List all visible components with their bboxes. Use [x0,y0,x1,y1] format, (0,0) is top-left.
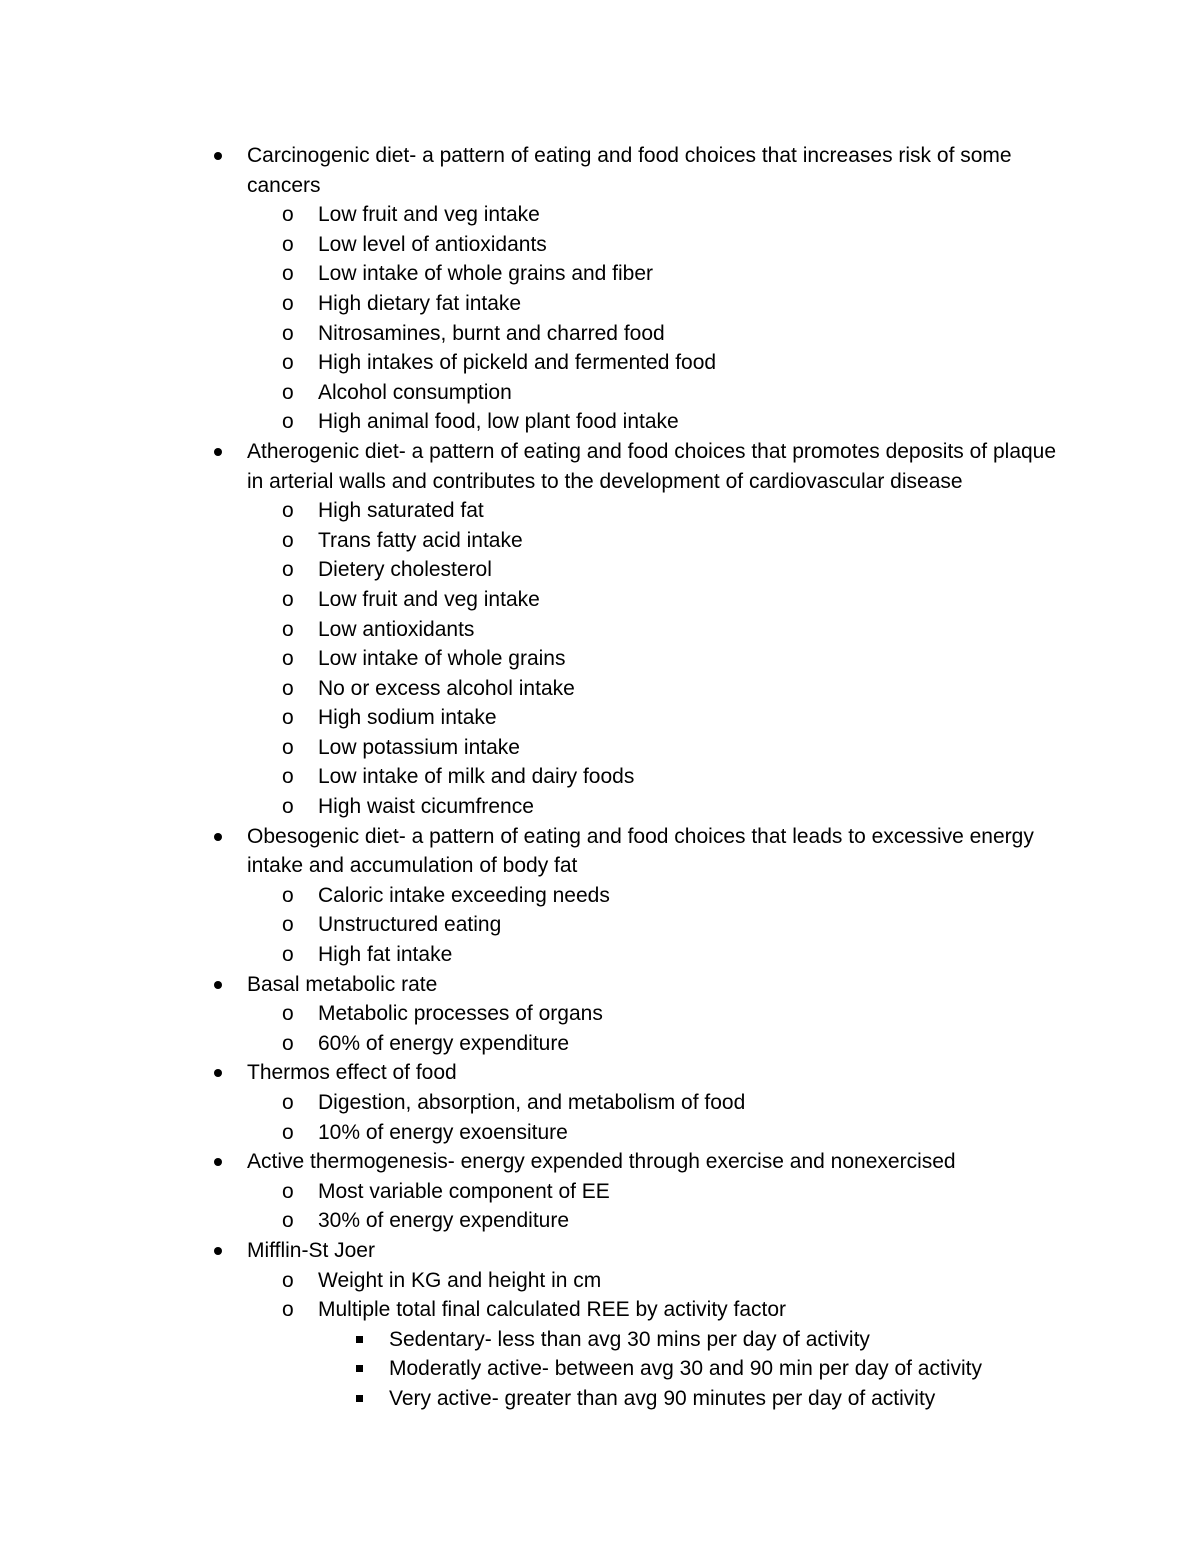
list-item-text: Low intake of whole grains [318,647,566,671]
list-item-text: Obesogenic diet- a pattern of eating and food choices that leads to excessive energy intake and accumulation of body fat [247,824,1034,878]
sub-list-item [282,999,1077,1029]
list-item-text: Most variable component of EE [318,1179,610,1203]
bullet-circle-icon: o [282,203,294,227]
bullet-square-icon [356,1395,363,1402]
bullet-square-icon [356,1336,363,1343]
sub-list-item [282,1206,1077,1236]
sub-list-item [282,703,1077,733]
list-item [247,141,1077,200]
sub-list-item [282,733,1077,763]
sub-list-item [282,940,1077,970]
sub-list-item [282,762,1077,792]
list-item-text: Atherogenic diet- a pattern of eating and food choices that promotes deposits of plaque in arterial walls and contributes to the development of cardiovascular disease [247,439,1057,493]
list-item-text: Thermos effect of food [247,1061,457,1085]
sub-list-item [282,910,1077,940]
sub-list-item [282,1266,1077,1296]
list-item [247,1058,1077,1088]
bullet-circle-icon: o [282,795,294,819]
list-item-text: Low potassium intake [318,735,520,759]
bullet-disc-icon [214,1069,222,1077]
list-item-text: Low fruit and veg intake [318,587,540,611]
sub-list-item [282,348,1077,378]
bullet-circle-icon: o [282,1209,294,1233]
sub-sub-list-item [389,1384,1077,1414]
bullet-circle-icon: o [282,528,294,552]
bullet-disc-icon [214,448,222,456]
list-item-text: High waist cicumfrence [318,795,534,819]
sub-list-item [282,1295,1077,1325]
sub-list-item [282,644,1077,674]
bullet-circle-icon: o [282,351,294,375]
list-item-text: High dietary fat intake [318,291,522,315]
list-item [247,970,1077,1000]
sub-list-item [282,319,1077,349]
bullet-circle-icon: o [282,499,294,523]
list-item-text: Low fruit and veg intake [318,203,540,227]
bullet-circle-icon: o [282,321,294,345]
bullet-circle-icon: o [282,1120,294,1144]
sub-list-item [282,674,1077,704]
bullet-disc-icon [214,981,222,989]
list-item [247,1236,1077,1266]
list-item-text: Carcinogenic diet- a pattern of eating and food choices that increases risk of some cancers [247,144,1012,197]
list-item-text: 60% of energy expenditure [318,1031,570,1055]
bullet-list [247,141,1077,1414]
bullet-circle-icon: o [282,883,294,907]
list-item-text: Mifflin-St Joer [247,1238,375,1262]
sub-list-item [282,1029,1077,1059]
list-item-text: High animal food, low plant food intake [318,410,679,434]
list-item-text: Basal metabolic rate [247,972,438,996]
list-item-text: Very active- greater than avg 90 minutes per day of activity [389,1386,936,1410]
list-item-text: Nitrosamines, burnt and charred food [318,321,665,345]
list-item-text: Caloric intake exceeding needs [318,883,610,907]
sub-list-item [282,1177,1077,1207]
sub-list-item [282,259,1077,289]
bullet-circle-icon: o [282,617,294,641]
list-item-text: Digestion, absorption, and metabolism of food [318,1091,746,1114]
bullet-circle-icon: o [282,676,294,700]
list-item-text: High fat intake [318,943,453,967]
bullet-disc-icon [214,152,222,160]
bullet-circle-icon: o [282,262,294,286]
bullet-circle-icon: o [282,380,294,404]
bullet-circle-icon: o [282,1298,294,1322]
list-item-text: Moderatly active- between avg 30 and 90 min per day of activity [389,1357,982,1381]
list-item-text: Low antioxidants [318,617,475,641]
list-item-text: Trans fatty acid intake [318,528,523,552]
bullet-circle-icon: o [282,1091,294,1114]
bullet-circle-icon: o [282,1002,294,1026]
list-item-text: High intakes of pickeld and fermented food [318,351,717,375]
list-item-text: No or excess alcohol intake [318,676,575,700]
list-item-text: Low level of antioxidants [318,232,547,256]
sub-list-item [282,615,1077,645]
list-item-text: Low intake of whole grains and fiber [318,262,654,286]
sub-list-item [282,792,1077,822]
bullet-disc-icon [214,1158,222,1166]
bullet-circle-icon: o [282,1179,294,1203]
bullet-circle-icon: o [282,410,294,434]
sub-list-item [282,230,1077,260]
sub-sub-list-item [389,1354,1077,1384]
bullet-circle-icon: o [282,706,294,730]
list-item-text: 30% of energy expenditure [318,1209,570,1233]
sub-sub-list-item [389,1325,1077,1355]
list-item-text: Metabolic processes of organs [318,1002,603,1026]
bullet-circle-icon: o [282,232,294,256]
list-item-text: Low intake of milk and dairy foods [318,765,635,789]
bullet-circle-icon: o [282,765,294,789]
list-item-text: Unstructured eating [318,913,502,937]
sub-list-item [282,526,1077,556]
sub-list-item [282,1088,1077,1118]
list-item-text: Active thermogenesis- energy expended through exercise and nonexercised [247,1150,956,1174]
list-item [247,1147,1077,1177]
sub-list-item [282,289,1077,319]
bullet-circle-icon: o [282,913,294,937]
list-item-text: High saturated fat [318,499,484,523]
bullet-circle-icon: o [282,943,294,967]
list-item-text: Alcohol consumption [318,380,512,404]
bullet-square-icon [356,1365,363,1372]
bullet-circle-icon: o [282,1268,294,1292]
bullet-circle-icon: o [282,647,294,671]
sub-list-item [282,881,1077,911]
list-item-text: Weight in KG and height in cm [318,1268,602,1292]
sub-list-item [282,378,1077,408]
sub-list-item [282,200,1077,230]
list-item [247,437,1077,496]
bullet-circle-icon: o [282,1031,294,1055]
sub-list-item [282,585,1077,615]
list-item [247,822,1077,881]
list-item-text: Dietery cholesterol [318,558,492,582]
bullet-circle-icon: o [282,735,294,759]
list-item-text: Sedentary- less than avg 30 mins per day of activity [389,1327,870,1351]
list-item-text: Multiple total final calculated REE by activity factor [318,1298,787,1322]
list-item-text: 10% of energy exoensiture [318,1120,568,1144]
list-item-text: High sodium intake [318,706,497,730]
bullet-disc-icon [214,833,222,841]
sub-list-item [282,1118,1077,1148]
sub-list-item [282,555,1077,585]
sub-list-item [282,407,1077,437]
bullet-circle-icon: o [282,558,294,582]
bullet-disc-icon [214,1247,222,1255]
bullet-circle-icon: o [282,291,294,315]
bullet-circle-icon: o [282,587,294,611]
sub-list-item [282,496,1077,526]
